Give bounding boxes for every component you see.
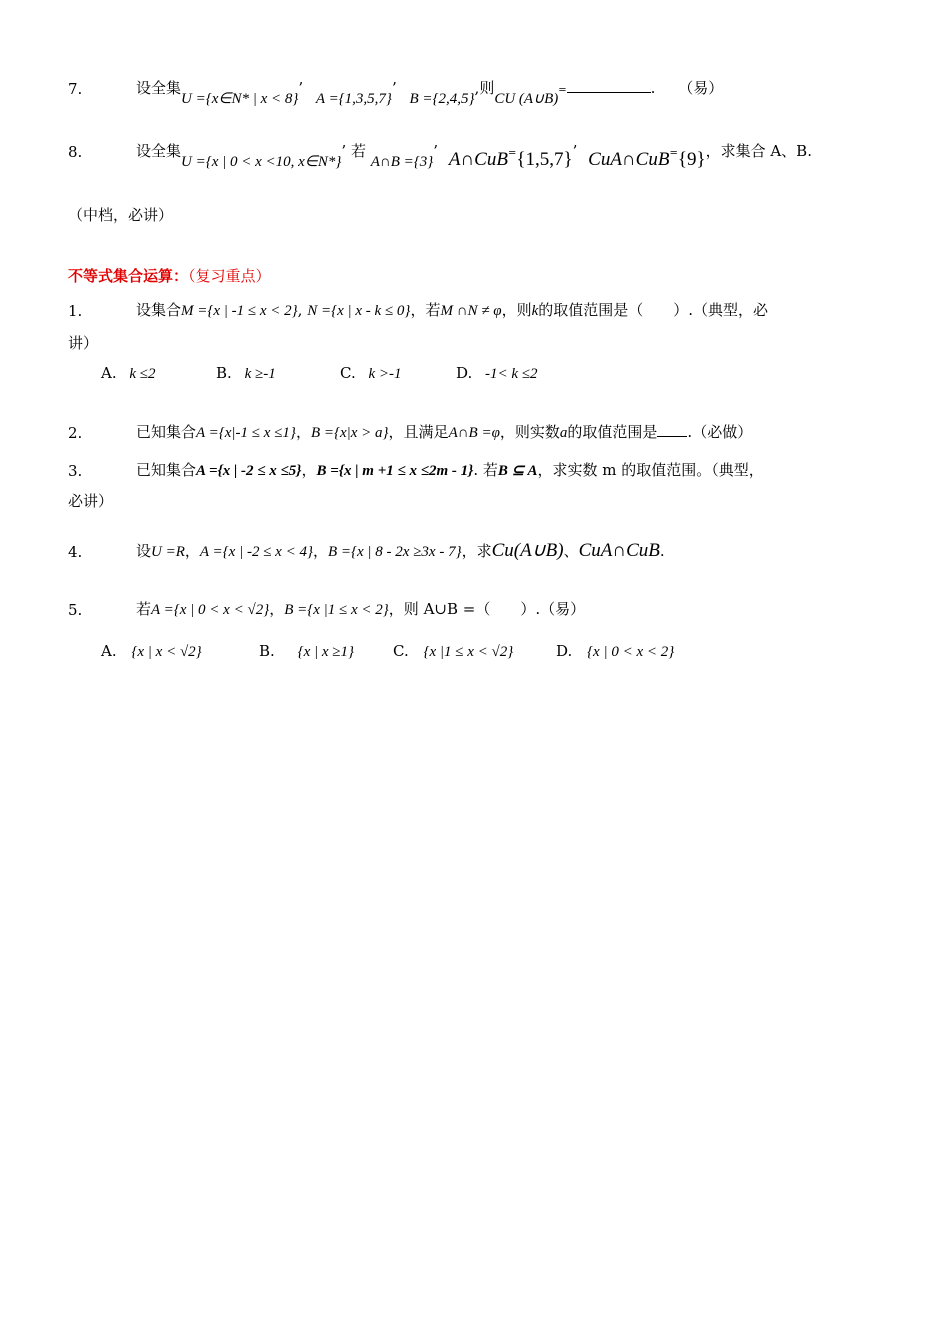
q8-cond-3-left: CuA∩CuB: [588, 149, 670, 170]
s1-ask: 的取值范围是（ ）.（典型，必: [538, 301, 769, 319]
s1-set-m: M ={x | -1 ≤ x < 2}: [181, 303, 298, 319]
q8-tag: （中档，必讲）: [68, 206, 174, 224]
s2-mid: ，且满足: [388, 423, 449, 441]
s1-set-n: N ={x | x - k ≤ 0}: [307, 303, 411, 319]
s3-text: 已知集合A ={x | -2 ≤ x ≤5}，B ={x | m +1 ≤ x ≤2m - 1}. 若B ⊆ A，求实数 m 的取值范围。（典型，: [136, 461, 764, 479]
q8-cond-3-right: {9}: [677, 149, 706, 170]
option-label: A.: [101, 364, 117, 382]
q8-ask: ，求集合 A、B.: [705, 142, 812, 160]
q7-set-a: A ={1,3,5,7}: [315, 91, 392, 107]
s2-answer-blank: [657, 436, 687, 437]
q8-number: 8.: [68, 143, 83, 161]
option-label: D.: [556, 642, 573, 660]
option-text: k ≥-1: [244, 366, 276, 382]
option-text: {x | 0 < x < 2}: [587, 644, 675, 660]
s4-text: 设U =R，A ={x | -2 ≤ x < 4}，B ={x | 8 - 2x ≥3x - 7}，求Cu(A∪B)、CuA∩CuB.: [136, 540, 665, 561]
option-label: C.: [340, 364, 356, 382]
q7-lead: 设全集: [136, 79, 182, 97]
option-label: B.: [259, 642, 275, 660]
s5-option-a: [101, 642, 202, 661]
s2-lead: 已知集合: [136, 423, 197, 441]
s5-set-b: B ={x |1 ≤ x < 2}: [284, 602, 389, 618]
s2-set-b: B ={x|x > a}: [310, 425, 389, 441]
s2-set-a: A ={x|-1 ≤ x ≤1}: [196, 425, 296, 441]
s3-lead: 已知集合: [136, 461, 197, 479]
option-label: B.: [216, 364, 232, 382]
q7-number: 7.: [68, 80, 83, 98]
q7-tail: .: [650, 79, 656, 97]
q7-then: 则: [479, 79, 495, 97]
s4-set-a: A ={x | -2 ≤ x < 4}: [199, 544, 313, 560]
s1-option-d: [456, 364, 538, 383]
option-label: A.: [101, 642, 117, 660]
q7-text: 设全集U ={x∈N* | x < 8}’ A ={1,3,5,7}’ B ={2,4,5},则CU (A∪B)= . （易）: [136, 79, 724, 107]
s1-option-a: [101, 364, 156, 383]
q8-cond-2-left: A∩CuB: [448, 149, 508, 170]
option-label: C.: [393, 642, 409, 660]
s4-sep: 、: [563, 542, 579, 560]
s3-ba: B ⊆ A: [497, 463, 538, 479]
s4-number: 4.: [68, 543, 83, 561]
option-text: {x | x ≥1}: [297, 644, 354, 660]
s4-set-u: U =R: [151, 544, 185, 560]
s1-option-c: [340, 364, 402, 383]
s5-text: 若A ={x | 0 < x < √2}，B ={x |1 ≤ x < 2}，则 A∪B =（ ）.（易）: [136, 600, 586, 618]
option-text: k ≤2: [129, 366, 156, 382]
q7-expr: CU (A∪B): [494, 91, 559, 107]
s3-ask: ，求实数 m 的取值范围。（典型，: [537, 461, 764, 479]
s3-set-a: A ={x | -2 ≤ x ≤5}: [196, 463, 302, 479]
s3-set-b: B ={x | m +1 ≤ x ≤2m - 1}: [316, 463, 474, 479]
s1-line2: 讲）: [68, 334, 99, 352]
s5-set-a: A ={x | 0 < x < √2}: [151, 602, 270, 618]
s1-lead: 设集合: [136, 301, 182, 319]
s1-text: 设集合M ={x | -1 ≤ x < 2}, N ={x | x - k ≤ 0}，若M ∩N ≠ φ，则k的取值范围是（ ）.（典型，必: [136, 301, 769, 319]
s2-ab: A∩B =φ: [448, 425, 500, 441]
q8-if: 若: [350, 142, 366, 160]
option-text: k >-1: [368, 366, 402, 382]
s4-lead: 设: [136, 542, 152, 560]
s5-option-c: [393, 642, 513, 661]
s5-option-b: [259, 642, 354, 661]
section-title: 不等式集合运算：: [68, 267, 189, 285]
s4-expr-2: CuA∩CuB: [578, 540, 660, 561]
s1-mn: M ∩N ≠ φ: [440, 303, 502, 319]
s3-line2: 必讲）: [68, 492, 114, 510]
q7-answer-blank: [567, 92, 651, 93]
s4-set-b: B ={x | 8 - 2x ≥3x - 7}: [327, 544, 462, 560]
s5-ask: ，则 A∪B =（ ）.（易）: [388, 600, 586, 618]
s5-number: 5.: [68, 601, 83, 619]
section-note: （复习重点）: [188, 267, 271, 285]
s3-cond: . 若: [473, 461, 498, 479]
s1-option-b: [216, 364, 276, 383]
s2-ask: 的取值范围是: [567, 423, 658, 441]
s4-tail: .: [659, 542, 665, 560]
q7-set-b: B ={2,4,5}: [409, 91, 475, 107]
q8-text: 设全集U ={x | 0 < x <10, x∈N*}’ 若 A∩B ={3}’ A∩CuB={1,5,7}’ CuA∩CuB={9}，求集合 A、B.: [136, 142, 812, 170]
q7-set-u: U ={x∈N* | x < 8}: [181, 91, 299, 107]
s5-option-d: [556, 642, 674, 661]
s2-text: 已知集合A ={x|-1 ≤ x ≤1}，B ={x|x > a}，且满足A∩B =φ，则实数a的取值范围是 .（必做）: [136, 423, 753, 441]
s2-tail: .（必做）: [687, 423, 753, 441]
s1-cond: ，若: [410, 301, 441, 319]
s4-expr-1: Cu(A∪B): [491, 540, 564, 561]
q7-tag: （易）: [678, 79, 724, 97]
s5-lead: 若: [136, 600, 152, 618]
s4-ask: ，求: [461, 542, 492, 560]
option-text: -1< k ≤2: [485, 366, 538, 382]
q8-lead: 设全集: [136, 142, 182, 160]
option-label: D.: [456, 364, 473, 382]
q7-eq: =: [558, 85, 567, 96]
s1-number: 1.: [68, 302, 83, 320]
option-text: {x | x < √2}: [131, 644, 202, 660]
s2-a: a: [559, 425, 568, 441]
section-heading: [68, 266, 271, 286]
s1-then: ，则: [501, 301, 532, 319]
q8-set-u: U ={x | 0 < x <10, x∈N*}: [181, 154, 342, 170]
q8-cond-2-right: {1,5,7}: [516, 149, 573, 170]
s2-number: 2.: [68, 424, 83, 442]
q8-cond-1: A∩B ={3}: [370, 154, 434, 170]
s2-then: ，则实数: [499, 423, 560, 441]
s3-number: 3.: [68, 462, 83, 480]
s1-k: k: [531, 303, 539, 319]
option-text: {x |1 ≤ x < √2}: [423, 644, 514, 660]
